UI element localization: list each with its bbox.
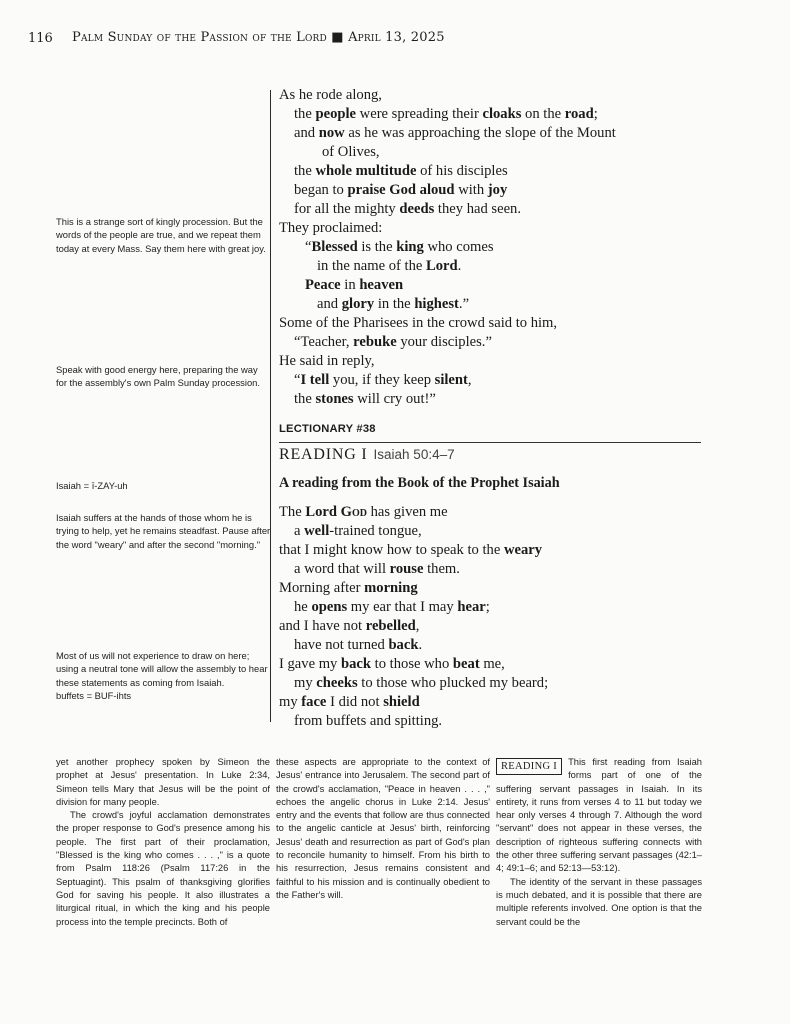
reading-citation: Isaiah 50:4–7: [373, 447, 455, 462]
gospel-line: As he rode along,: [279, 87, 382, 103]
note-text: Isaiah suffers at the hands of those whom he is trying to help, yet he remains steadfast. Pause after the word "weary" and after the second "morning.": [56, 512, 271, 550]
commentary-paragraph: yet another prophecy spoken by Simeon the prophet at Jesus' presentation. In Luke 2:34, Simeon tells Mary that Jesus will be the point of division for many people.: [56, 757, 270, 807]
margin-note-energy: [56, 363, 271, 390]
column-divider: [270, 90, 271, 722]
gospel-line: They proclaimed:: [279, 220, 383, 236]
commentary-column-3: [496, 756, 702, 929]
gospel-line: Some of the Pharisees in the crowd said to him,: [279, 315, 558, 331]
reading-line: he opens my ear that I may hear;: [294, 599, 490, 615]
commentary-column-2: [276, 756, 490, 902]
gospel-line: for all the mighty deeds they had seen.: [294, 201, 521, 217]
reading-line: Morning after morning: [279, 580, 418, 596]
commentary-paragraph: these aspects are appropriate to the context of Jesus' entrance into Jerusalem. The second part of the crowd's acclamation, "Peace in heaven . . . ," echoes the angelic chorus in Luke 2:14. Jesus' entry and the events that follow are thus connected to the angelic canticle at Jesus' birth, reinforcing Jesus' death and resurrection as part of God's plan to reconcile humanity to himself. From his birth to his resurrection, Jesus remains consistent and faithful to his mission and is continually obedient to the Father's will.: [276, 757, 490, 900]
page-number: 116: [28, 31, 53, 46]
lectionary-rule: [279, 442, 701, 443]
note-text: Most of us will not experience to draw on here; using a neutral tone will allow the assembly to hear these statements as coming from Isaiah.: [56, 650, 268, 688]
gospel-line: Peace in heaven: [305, 277, 404, 293]
gospel-line: the people were spreading their cloaks on the road;: [294, 106, 598, 122]
reading-heading: [279, 446, 455, 464]
margin-note-pronunciation: [56, 479, 271, 492]
reading-number: READING I: [279, 446, 368, 463]
gospel-line: began to praise God aloud with joy: [294, 182, 508, 198]
reading-line: I gave my back to those who beat me,: [279, 656, 505, 672]
running-head: Palm Sunday of the Passion of the Lord ■ April 13, 2025: [72, 30, 445, 45]
gospel-line: “Blessed is the king who comes: [305, 239, 494, 255]
gospel-line: “I tell you, if they keep silent,: [294, 372, 472, 388]
reading-line: and I have not rebelled,: [279, 618, 420, 634]
gospel-line: the stones will cry out!”: [294, 391, 436, 407]
gospel-line: and now as he was approaching the slope of the Mount: [294, 125, 616, 141]
lectionary-label: LECTIONARY #38: [279, 423, 376, 435]
gospel-line: “Teacher, rebuke your disciples.”: [294, 334, 492, 350]
gospel-line: in the name of the Lord.: [317, 258, 462, 274]
note-pronunciation: buffets = BUF-ihts: [56, 690, 132, 702]
reading-line: have not turned back.: [294, 637, 423, 653]
gospel-line: He said in reply,: [279, 353, 375, 369]
reading-line: from buffets and spitting.: [294, 713, 443, 729]
commentary-paragraph: The crowd's joyful acclamation demonstrates the proper response to God's presence among his people. The first part of their proclamation, "Blessed is the king who comes . . . ," is a quote from Psalm 118:26 (Psalm 117:26 in the Septuagint). This psalm of thanksgiving glorifies God for saving his people. It also illustrates a liturgical ritual, in which the king and his people process into the temple precincts. Both of: [56, 810, 270, 927]
commentary-paragraph: The identity of the servant in these passages is much debated, and it is possible that there are multiple referents involved. One option is that the servant could be the: [496, 876, 702, 927]
note-text: Isaiah = ī-ZAY-uh: [56, 480, 128, 491]
reading-line: my cheeks to those who plucked my beard;: [294, 675, 549, 691]
margin-note-isaiah-suffers: [56, 511, 271, 551]
reading-label-box: READING I: [496, 758, 562, 775]
reading-line: a well-trained tongue,: [294, 523, 422, 539]
reading-line: a word that will rouse them.: [294, 561, 460, 577]
reading-line: that I might know how to speak to the weary: [279, 542, 543, 558]
gospel-line: and glory in the highest.”: [317, 296, 470, 312]
note-text: Speak with good energy here, preparing the way for the assembly's own Palm Sunday procession.: [56, 364, 260, 389]
reading-title: A reading from the Book of the Prophet Isaiah: [279, 475, 560, 491]
margin-note-procession: [56, 215, 271, 255]
note-text: This is a strange sort of kingly procession. But the words of the people are true, and we repeat them today at every Mass. Say them here with great joy.: [56, 216, 266, 254]
gospel-line: of Olives,: [322, 144, 380, 160]
gospel-line: the whole multitude of his disciples: [294, 163, 508, 179]
reading-line: my face I did not shield: [279, 694, 420, 710]
reading-line: The Lord God has given me: [279, 504, 448, 520]
margin-note-neutral-tone: [56, 649, 271, 703]
commentary-column-1: [56, 756, 270, 929]
commentary-paragraph: This first reading from Isaiah forms part of one of the suffering servant passages in Isaiah. In its entirety, it runs from verses 4 to 11 but today we hear only verses 4 through 7. Although the word "servant" does not appear in these verses, the description of righteous suffering connects with the other three suffering servant passages (42:1–4; 49:1–6; and 52:13—53:12).: [496, 757, 702, 874]
